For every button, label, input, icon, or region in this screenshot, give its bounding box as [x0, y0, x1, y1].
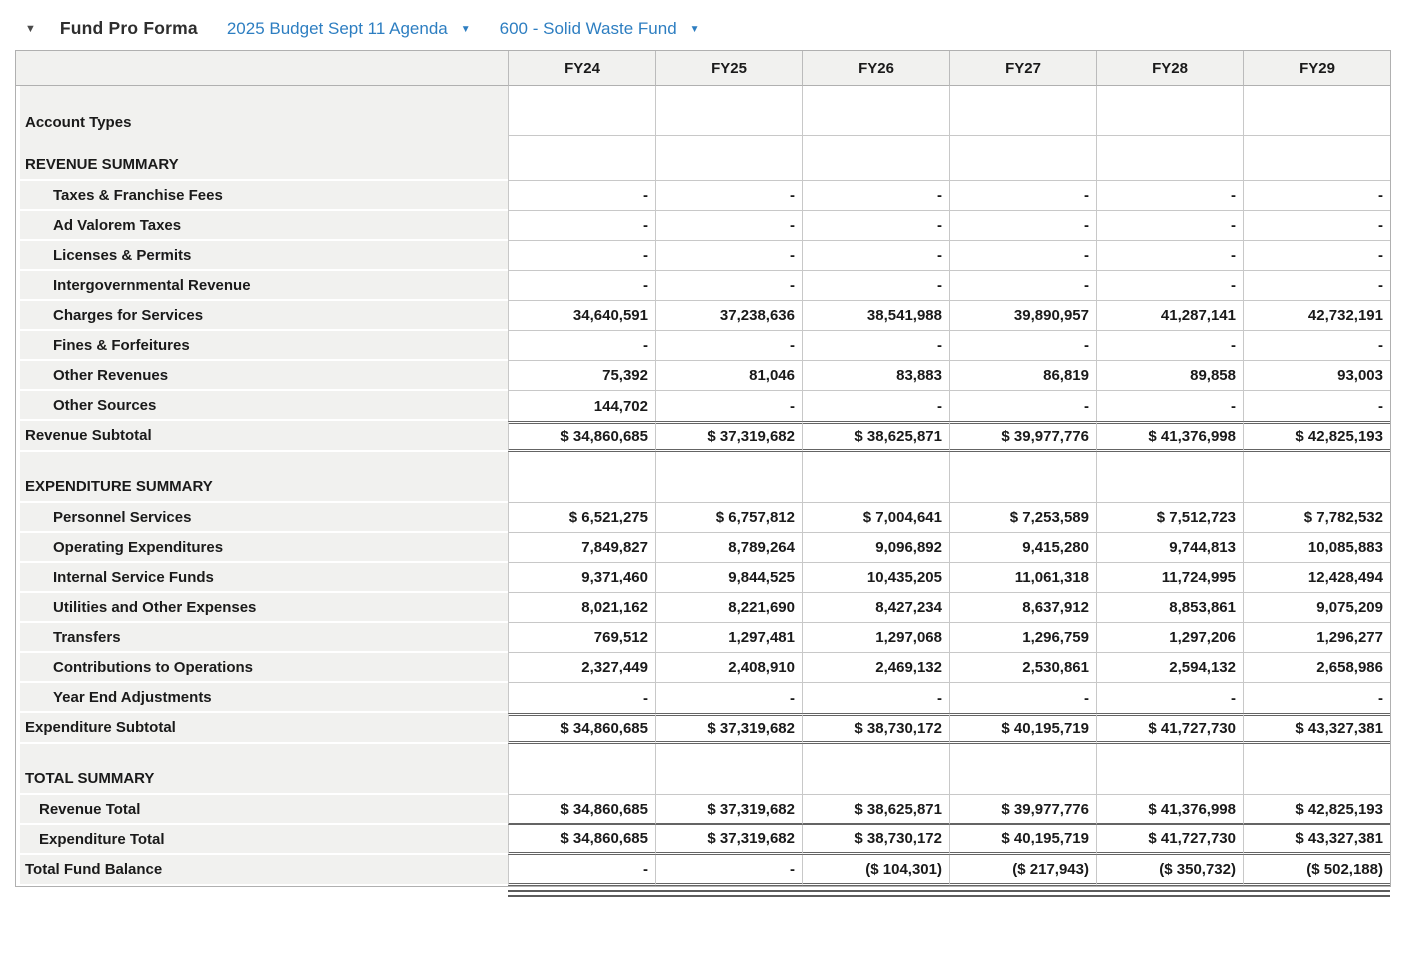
row-label: Utilities and Other Expenses	[16, 593, 508, 623]
row-label: Intergovernmental Revenue	[16, 271, 508, 301]
cell-value	[802, 452, 949, 503]
cell-value	[1096, 744, 1243, 795]
column-header: FY27	[949, 51, 1096, 86]
cell-value: $ 7,004,641	[802, 503, 949, 533]
row-label: Fines & Forfeitures	[16, 331, 508, 361]
row-label: Internal Service Funds	[16, 563, 508, 593]
cell-value: $ 6,521,275	[508, 503, 655, 533]
cell-value: -	[949, 683, 1096, 713]
cell-value: -	[1096, 271, 1243, 301]
cell-value	[1243, 86, 1390, 136]
table-row	[16, 86, 1390, 136]
cell-value: $ 34,860,685	[508, 713, 655, 744]
cell-value: 9,371,460	[508, 563, 655, 593]
cell-value: -	[949, 391, 1096, 421]
cell-value: -	[508, 241, 655, 271]
cell-value: -	[1243, 331, 1390, 361]
column-header: FY29	[1243, 51, 1390, 86]
cell-value: -	[655, 331, 802, 361]
cell-value: $ 39,977,776	[949, 795, 1096, 825]
cell-value: 1,297,206	[1096, 623, 1243, 653]
cell-value: -	[655, 855, 802, 886]
cell-value: 8,853,861	[1096, 593, 1243, 623]
page-title: Fund Pro Forma	[59, 18, 198, 38]
table-row	[16, 533, 1390, 563]
cell-value	[655, 136, 802, 181]
cell-value	[802, 744, 949, 795]
column-header: FY24	[508, 51, 655, 86]
cell-value: 8,427,234	[802, 593, 949, 623]
cell-value: -	[1243, 683, 1390, 713]
cell-value: $ 42,825,193	[1243, 795, 1390, 825]
row-label: Total Fund Balance	[16, 855, 508, 886]
row-label: REVENUE SUMMARY	[16, 136, 508, 181]
row-label: Personnel Services	[16, 503, 508, 533]
cell-value: -	[802, 271, 949, 301]
row-label-column-header	[16, 51, 508, 86]
cell-value: -	[949, 181, 1096, 211]
cell-value: -	[508, 331, 655, 361]
cell-value	[802, 86, 949, 136]
table-row	[16, 795, 1390, 825]
cell-value: -	[508, 271, 655, 301]
cell-value: 2,658,986	[1243, 653, 1390, 683]
cell-value	[949, 452, 1096, 503]
cell-value	[949, 136, 1096, 181]
cell-value: 1,296,277	[1243, 623, 1390, 653]
row-label: Taxes & Franchise Fees	[16, 181, 508, 211]
cell-value: $ 40,195,719	[949, 713, 1096, 744]
cell-value	[949, 744, 1096, 795]
cell-value: $ 7,253,589	[949, 503, 1096, 533]
cell-value: 9,744,813	[1096, 533, 1243, 563]
cell-value	[802, 136, 949, 181]
cell-value: $ 41,376,998	[1096, 795, 1243, 825]
cell-value: $ 37,319,682	[655, 795, 802, 825]
table-row	[16, 181, 1390, 211]
cell-value: -	[949, 271, 1096, 301]
table-row	[16, 421, 1390, 452]
cell-value: $ 43,327,381	[1243, 825, 1390, 855]
cell-value: -	[1096, 181, 1243, 211]
row-label: TOTAL SUMMARY	[16, 744, 508, 795]
cell-value: -	[508, 181, 655, 211]
cell-value: ($ 502,188)	[1243, 855, 1390, 886]
cell-value: -	[655, 241, 802, 271]
toolbar	[0, 0, 1407, 44]
fund-label: 600 - Solid Waste Fund	[499, 18, 677, 38]
cell-value: 93,003	[1243, 361, 1390, 391]
cell-value	[1243, 744, 1390, 795]
row-label: Charges for Services	[16, 301, 508, 331]
cell-value	[655, 86, 802, 136]
row-label: Expenditure Total	[16, 825, 508, 855]
cell-value: -	[655, 683, 802, 713]
table-row	[16, 301, 1390, 331]
cell-value: 8,021,162	[508, 593, 655, 623]
table-row	[16, 452, 1390, 503]
cell-value: 9,844,525	[655, 563, 802, 593]
cell-value: 8,789,264	[655, 533, 802, 563]
cell-value: 42,732,191	[1243, 301, 1390, 331]
table-row	[16, 744, 1390, 795]
cell-value: -	[1096, 331, 1243, 361]
cell-value	[1243, 136, 1390, 181]
column-header: FY25	[655, 51, 802, 86]
cell-value: $ 43,327,381	[1243, 713, 1390, 744]
table-row	[16, 331, 1390, 361]
cell-value: -	[802, 391, 949, 421]
cell-value: -	[802, 683, 949, 713]
column-header: FY26	[802, 51, 949, 86]
cell-value: $ 41,376,998	[1096, 421, 1243, 452]
cell-value	[508, 744, 655, 795]
collapse-section-icon[interactable]: ▼	[25, 22, 36, 35]
cell-value: $ 38,625,871	[802, 795, 949, 825]
cell-value: $ 40,195,719	[949, 825, 1096, 855]
cell-value: 769,512	[508, 623, 655, 653]
cell-value: -	[655, 181, 802, 211]
row-label: Account Types	[16, 86, 508, 136]
chevron-down-icon: ▼	[689, 24, 700, 35]
cell-value: 83,883	[802, 361, 949, 391]
table-row	[16, 271, 1390, 301]
cell-value: $ 39,977,776	[949, 421, 1096, 452]
cell-value: $ 38,730,172	[802, 713, 949, 744]
pro-forma-table-body	[16, 86, 1390, 886]
budget-version-label: 2025 Budget Sept 11 Agenda	[226, 18, 448, 38]
cell-value	[949, 86, 1096, 136]
cell-value: 1,297,481	[655, 623, 802, 653]
cell-value: 11,061,318	[949, 563, 1096, 593]
cell-value: -	[1243, 391, 1390, 421]
cell-value: -	[949, 241, 1096, 271]
cell-value: $ 37,319,682	[655, 421, 802, 452]
cell-value: 1,297,068	[802, 623, 949, 653]
cell-value: $ 37,319,682	[655, 825, 802, 855]
cell-value: $ 34,860,685	[508, 825, 655, 855]
cell-value: -	[802, 181, 949, 211]
row-label: Ad Valorem Taxes	[16, 211, 508, 241]
cell-value: $ 42,825,193	[1243, 421, 1390, 452]
row-label: Contributions to Operations	[16, 653, 508, 683]
cell-value: 12,428,494	[1243, 563, 1390, 593]
cell-value: -	[949, 211, 1096, 241]
column-header: FY28	[1096, 51, 1243, 86]
table-row	[16, 361, 1390, 391]
table-row	[16, 713, 1390, 744]
cell-value: 2,469,132	[802, 653, 949, 683]
cell-value: -	[655, 271, 802, 301]
cell-value: 86,819	[949, 361, 1096, 391]
table-row	[16, 391, 1390, 421]
cell-value: 8,221,690	[655, 593, 802, 623]
cell-value	[1096, 136, 1243, 181]
cell-value: -	[1243, 241, 1390, 271]
cell-value: 41,287,141	[1096, 301, 1243, 331]
table-row	[16, 683, 1390, 713]
cell-value: 144,702	[508, 391, 655, 421]
cell-value: 7,849,827	[508, 533, 655, 563]
table-row	[16, 136, 1390, 181]
cell-value	[508, 136, 655, 181]
cell-value: 2,408,910	[655, 653, 802, 683]
fund-dropdown[interactable]	[500, 19, 700, 39]
row-label: Expenditure Subtotal	[16, 713, 508, 744]
table-row	[16, 241, 1390, 271]
table-row	[16, 503, 1390, 533]
cell-value: 37,238,636	[655, 301, 802, 331]
cell-value: 75,392	[508, 361, 655, 391]
cell-value: -	[802, 331, 949, 361]
cell-value: $ 7,782,532	[1243, 503, 1390, 533]
row-label: Operating Expenditures	[16, 533, 508, 563]
cell-value	[1096, 452, 1243, 503]
cell-value	[1096, 86, 1243, 136]
cell-value: 8,637,912	[949, 593, 1096, 623]
row-label: Revenue Subtotal	[16, 421, 508, 452]
row-label: Other Revenues	[16, 361, 508, 391]
cell-value: -	[508, 211, 655, 241]
cell-value: 38,541,988	[802, 301, 949, 331]
table-row	[16, 593, 1390, 623]
cell-value: -	[508, 683, 655, 713]
cell-value: -	[1096, 211, 1243, 241]
cell-value: -	[802, 241, 949, 271]
cell-value: ($ 104,301)	[802, 855, 949, 886]
row-label: Licenses & Permits	[16, 241, 508, 271]
cell-value: -	[1096, 241, 1243, 271]
cell-value: $ 41,727,730	[1096, 713, 1243, 744]
table-row	[16, 653, 1390, 683]
row-label: EXPENDITURE SUMMARY	[16, 452, 508, 503]
cell-value	[1243, 452, 1390, 503]
row-label: Transfers	[16, 623, 508, 653]
table-row	[16, 855, 1390, 886]
cell-value: $ 34,860,685	[508, 795, 655, 825]
cell-value: 11,724,995	[1096, 563, 1243, 593]
cell-value: -	[802, 211, 949, 241]
row-label: Other Sources	[16, 391, 508, 421]
cell-value: 9,075,209	[1243, 593, 1390, 623]
cell-value: 81,046	[655, 361, 802, 391]
cell-value: -	[1243, 271, 1390, 301]
cell-value: 9,096,892	[802, 533, 949, 563]
table-row	[16, 623, 1390, 653]
cell-value: ($ 350,732)	[1096, 855, 1243, 886]
table-row	[16, 825, 1390, 855]
cell-value: ($ 217,943)	[949, 855, 1096, 886]
cell-value: $ 6,757,812	[655, 503, 802, 533]
cell-value: -	[949, 331, 1096, 361]
cell-value: -	[655, 211, 802, 241]
cell-value	[655, 744, 802, 795]
cell-value: $ 37,319,682	[655, 713, 802, 744]
row-label: Revenue Total	[16, 795, 508, 825]
table-row	[16, 211, 1390, 241]
cell-value: 34,640,591	[508, 301, 655, 331]
cell-value	[508, 86, 655, 136]
cell-value: 9,415,280	[949, 533, 1096, 563]
cell-value: 89,858	[1096, 361, 1243, 391]
cell-value: 39,890,957	[949, 301, 1096, 331]
cell-value: -	[1096, 683, 1243, 713]
cell-value: -	[1243, 211, 1390, 241]
grand-total-rule	[508, 890, 1390, 897]
column-header-row	[16, 51, 1390, 86]
cell-value: 10,085,883	[1243, 533, 1390, 563]
pro-forma-table	[15, 50, 1391, 887]
budget-version-dropdown[interactable]	[227, 19, 471, 39]
cell-value: -	[1096, 391, 1243, 421]
cell-value: -	[508, 855, 655, 886]
table-row	[16, 563, 1390, 593]
cell-value: $ 41,727,730	[1096, 825, 1243, 855]
cell-value: $ 38,625,871	[802, 421, 949, 452]
cell-value: 2,530,861	[949, 653, 1096, 683]
chevron-down-icon: ▼	[460, 24, 471, 35]
cell-value: 2,327,449	[508, 653, 655, 683]
cell-value	[508, 452, 655, 503]
cell-value: -	[655, 391, 802, 421]
cell-value: 10,435,205	[802, 563, 949, 593]
cell-value: 1,296,759	[949, 623, 1096, 653]
cell-value: $ 7,512,723	[1096, 503, 1243, 533]
cell-value: $ 38,730,172	[802, 825, 949, 855]
cell-value: 2,594,132	[1096, 653, 1243, 683]
row-label: Year End Adjustments	[16, 683, 508, 713]
cell-value: $ 34,860,685	[508, 421, 655, 452]
cell-value: -	[1243, 181, 1390, 211]
cell-value	[655, 452, 802, 503]
